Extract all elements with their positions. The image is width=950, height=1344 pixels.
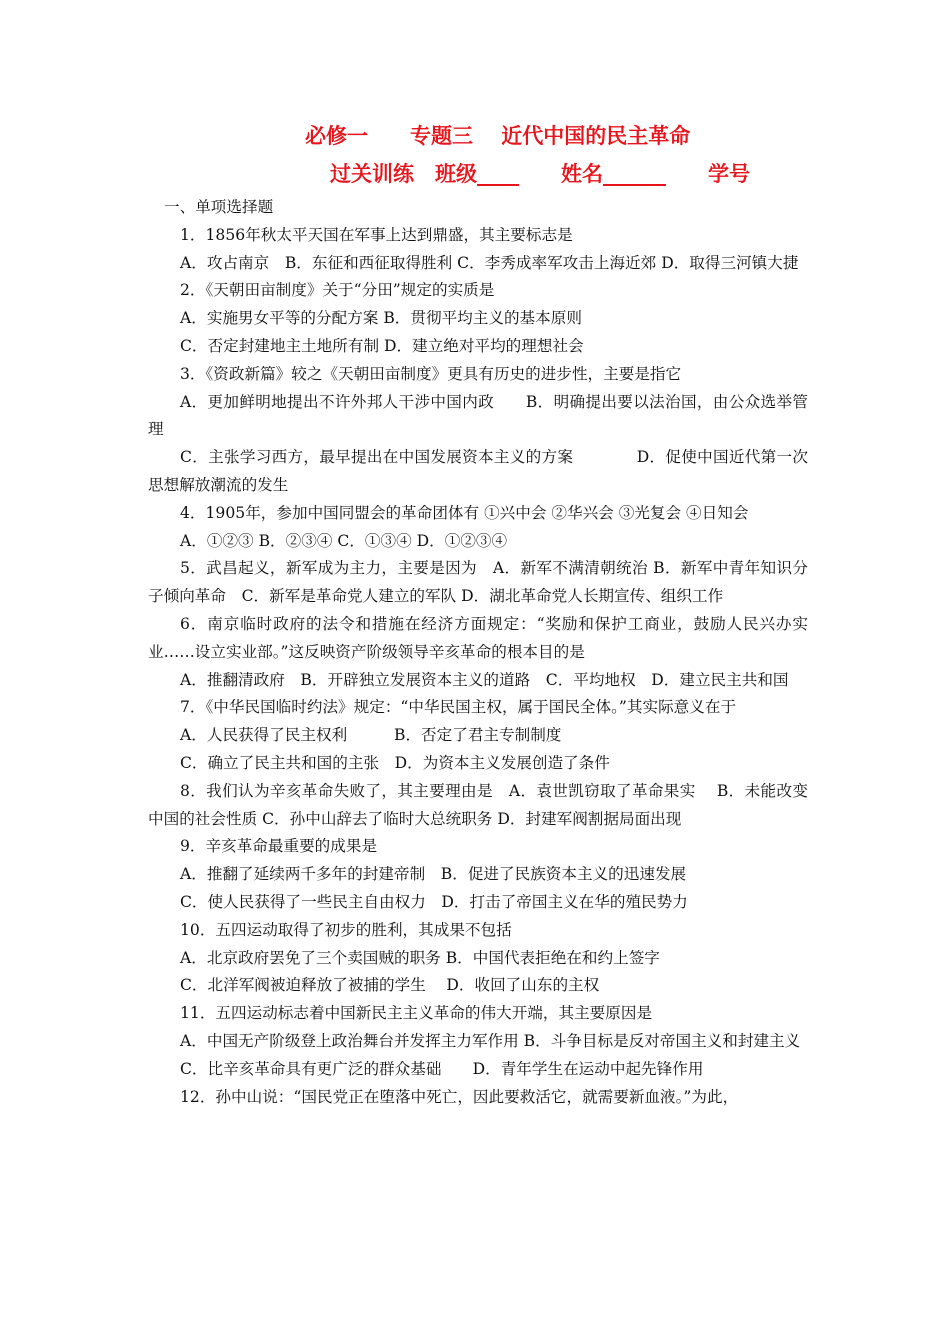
question-stem: 3．《资政新篇》较之《天朝田亩制度》更具有历史的进步性，主要是指它 <box>180 364 682 383</box>
question-stem: 2．《天朝田亩制度》关于“分田”规定的实质是 <box>180 281 495 300</box>
question-options: C．否定封建地主土地所有制 D．建立绝对平均的理想社会 <box>180 336 584 355</box>
question-stem: 1．1856年秋太平天国在军事上达到鼎盛，其主要标志是 <box>180 225 573 244</box>
question-options: A．北京政府罢免了三个卖国贼的职务 B．中国代表拒绝在和约上签字 <box>180 948 660 967</box>
question-options: A．人民获得了民主权利 B．否定了君主专制制度 <box>180 726 562 745</box>
question-options: C．比辛亥革命具有更广泛的群众基础 D．青年学生在运动中起先锋作用 <box>180 1059 704 1078</box>
document-subtitle: 过关训练 班级____ 姓名______ 学号 <box>330 162 750 186</box>
question-options: A．推翻了延续两千多年的封建帝制 B．促进了民族资本主义的迅速发展 <box>180 865 687 884</box>
question-stem: 11．五四运动标志着中国新民主主义革命的伟大开端，其主要原因是 <box>180 1004 653 1023</box>
question-stem: 7．《中华民国临时约法》规定：“中华民国主权，属于国民全体。”其实际意义在于 <box>180 698 737 717</box>
question-options: A．中国无产阶级登上政治舞台并发挥主力军作用 B．斗争目标是反对帝国主义和封建主义 <box>180 1031 801 1050</box>
question-stem: 4．1905年，参加中国同盟会的革命团体有 ①兴中会 ②华兴会 ③光复会 ④日知会 <box>180 503 749 522</box>
section-heading: 一、单项选择题 <box>164 198 274 216</box>
question-options: A．推翻清政府 B．开辟独立发展资本主义的道路 C．平均地权 D．建立民主共和国 <box>180 670 789 689</box>
question-stem: 6．南京临时政府的法令和措施在经济方面规定：“奖励和保护工商业，鼓励人民兴办实业……设立实业部。”这反映资产阶级领导辛亥革命的根本目的是 <box>148 614 808 661</box>
question-options: C．确立了民主共和国的主张 D．为资本主义发展创造了条件 <box>180 753 610 772</box>
question-stem: 10．五四运动取得了初步的胜利，其成果不包括 <box>180 920 512 939</box>
question-options: C．使人民获得了一些民主自由权力 D．打击了帝国主义在华的殖民势力 <box>180 892 688 911</box>
question-stem: 9．辛亥革命最重要的成果是 <box>180 837 378 856</box>
question-options: A．攻占南京 B．东征和西征取得胜利 C．李秀成率军攻击上海近郊 D．取得三河镇大捷 <box>180 253 799 272</box>
question-stem: 12．孙中山说：“国民党正在堕落中死亡，因此要救活它，就需要新血液。”为此， <box>180 1087 739 1106</box>
question-stem: 5．武昌起义，新军成为主力，主要是因为 A．新军不满清朝统治 B．新军中青年知识分子倾向革命 C．新军是革命党人建立的军队 D．湖北革命党人长期宣传、组织工作 <box>148 559 808 606</box>
document-body <box>148 194 808 1111</box>
question-options: C．北洋军阀被迫释放了被捕的学生 D．收回了山东的主权 <box>180 976 600 995</box>
question-options: A．更加鲜明地提出不许外邦人干涉中国内政 B．明确提出要以法治国，由公众选举管理 <box>148 392 808 439</box>
question-options: C．主张学习西方，最早提出在中国发展资本主义的方案 D．促使中国近代第一次思想解放潮流的发生 <box>148 448 808 494</box>
question-options: A．实施男女平等的分配方案 B．贯彻平均主义的基本原则 <box>180 309 582 328</box>
question-options: A．①②③ B．②③④ C．①③④ D．①②③④ <box>180 531 508 550</box>
question-stem: 8．我们认为辛亥革命失败了，其主要理由是 A．袁世凯窃取了革命果实 B．未能改变中国的社会性质 C．孙中山辞去了临时大总统职务 D．封建军阀割据局面出现 <box>148 781 808 828</box>
document-title: 必修一 专题三 近代中国的民主革命 <box>305 124 691 148</box>
